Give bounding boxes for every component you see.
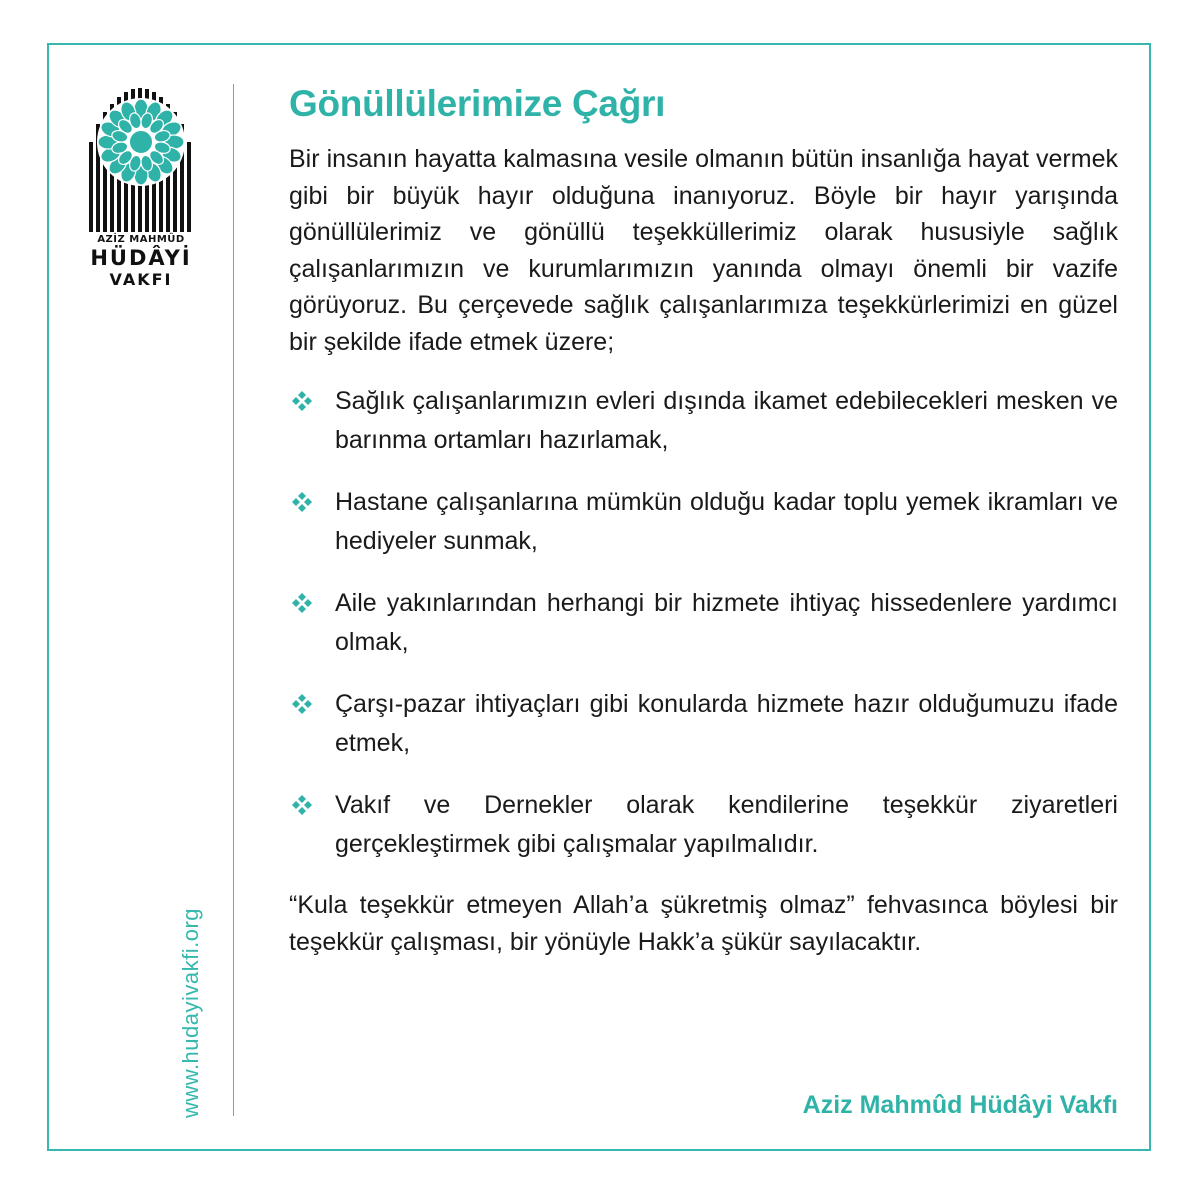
list-item-text: Aile yakınlarından herhangi bir hizmete ihtiyaç hissedenlere yardımcı olmak, bbox=[335, 589, 1118, 656]
list-item-text: Sağlık çalışanlarımızın evleri dışında ikamet edebilecekleri mesken ve barınma ortamları hazırlamak, bbox=[335, 387, 1118, 454]
list-item bbox=[289, 786, 1118, 864]
signature: Aziz Mahmûd Hüdâyi Vakfı bbox=[802, 1091, 1118, 1119]
list-item bbox=[289, 685, 1118, 763]
list-item-text: Hastane çalışanlarına mümkün olduğu kadar toplu yemek ikramları ve hediyeler sunmak, bbox=[335, 488, 1118, 555]
main-content bbox=[289, 80, 1118, 961]
page-title: Gönüllülerimize Çağrı bbox=[289, 83, 666, 124]
logo-text-bottom: VAKFI bbox=[109, 270, 173, 289]
diamond-bullet-icon bbox=[291, 693, 313, 715]
list-item-text: Vakıf ve Dernekler olarak kendilerine teşekkür ziyaretleri gerçekleştirmek gibi çalışmalar yapılmalıdır. bbox=[335, 791, 1118, 858]
diamond-bullet-icon bbox=[291, 390, 313, 412]
bullet-list bbox=[289, 382, 1118, 864]
intro-paragraph: Bir insanın hayatta kalmasına vesile olmanın bütün insanlığa hayat vermek gibi bir büyük hayır olduğuna inanıyoruz. Böyle bir hayır yarışında gönüllülerimiz ve gönüllü teşekküllerimiz olarak hususiyle sağlık çalışanlarımızın ve kurumlarımızın yanında olmayı önemli bir vazife görüyoruz. Bu çerçevede sağlık çalışanlarımıza teşekkürlerimizi en güzel bir şekilde ifade etmek üzere; bbox=[289, 145, 1118, 356]
closing-paragraph: “Kula teşekkür etmeyen Allah’a şükretmiş olmaz” fehvasınca böylesi bir teşekkür çalışması, bir yönüyle Hakk’a şükür sayılacaktır. bbox=[289, 891, 1118, 956]
list-item-text: Çarşı-pazar ihtiyaçları gibi konularda hizmete hazır olduğumuzu ifade etmek, bbox=[335, 690, 1118, 757]
diamond-bullet-icon bbox=[291, 794, 313, 816]
list-item bbox=[289, 382, 1118, 460]
website-url[interactable]: www.hudayivakfi.org bbox=[178, 907, 203, 1118]
diamond-bullet-icon bbox=[291, 491, 313, 513]
diamond-bullet-icon bbox=[291, 592, 313, 614]
list-item bbox=[289, 584, 1118, 662]
vertical-divider bbox=[233, 84, 234, 1116]
logo-text-middle: HÜDÂYİ bbox=[90, 246, 192, 270]
list-item bbox=[289, 483, 1118, 561]
logo-text-top: AZİZ MAHMÛD bbox=[97, 234, 185, 245]
